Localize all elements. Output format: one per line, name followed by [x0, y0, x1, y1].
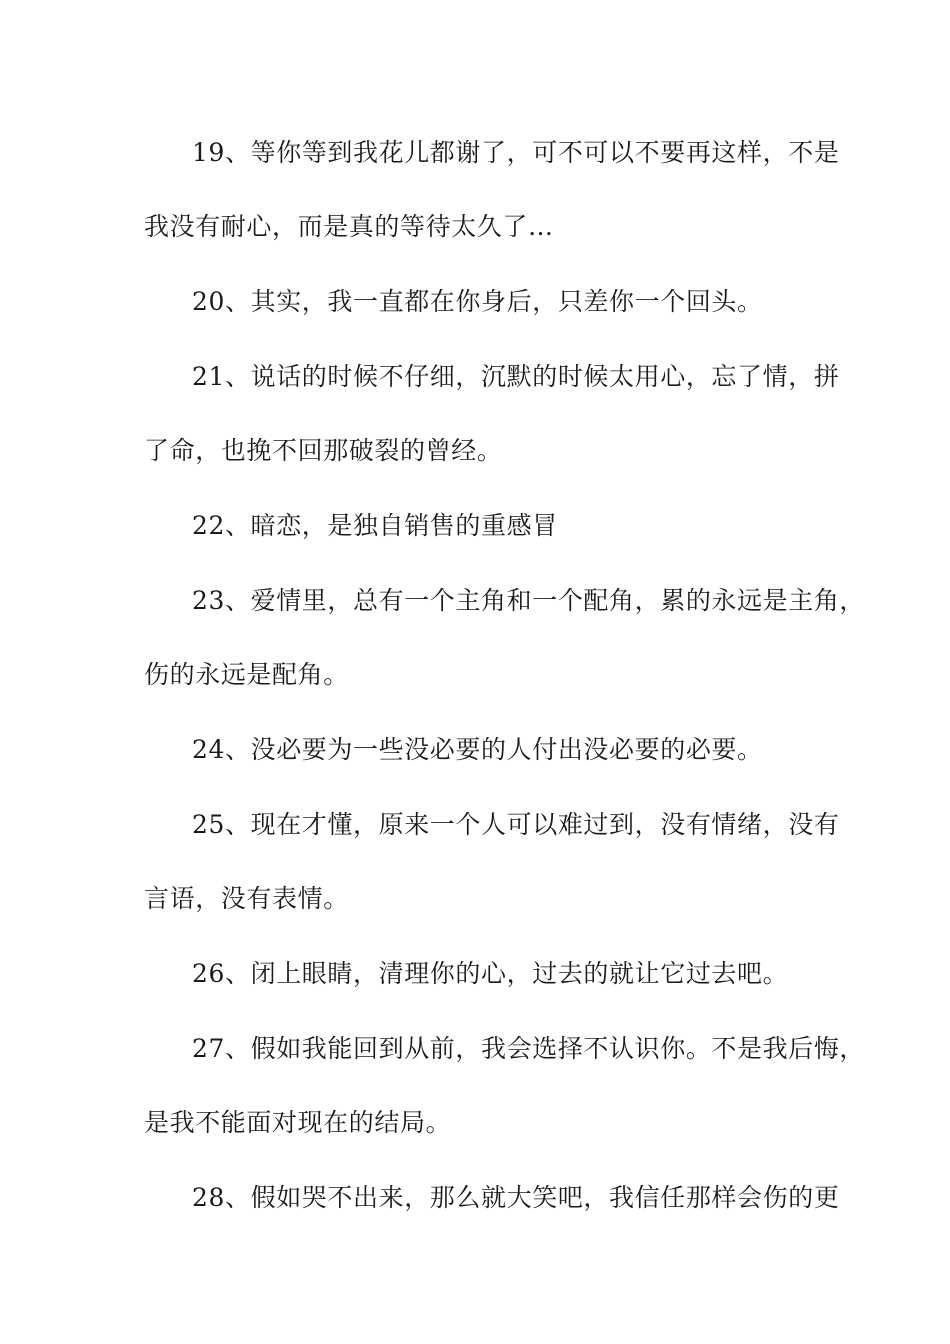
quote-26: 26、闭上眼睛，清理你的心，过去的就让它过去吧。	[192, 959, 789, 988]
quote-28-line-1: 28、假如哭不出来，那么就大笑吧，我信任那样会伤的更	[192, 1183, 840, 1212]
quote-27-line-2: 是我不能面对现在的结局。	[144, 1108, 452, 1137]
quote-25-line-2: 言语，没有表情。	[144, 884, 349, 913]
quote-21-line-1: 21、说话的时候不仔细，沉默的时候太用心，忘了情，拼	[192, 362, 840, 391]
quote-27-line-1: 27、假如我能回到从前，我会选择不认识你。不是我后悔，	[192, 1034, 866, 1063]
quote-24: 24、没必要为一些没必要的人付出没必要的必要。	[192, 735, 763, 764]
quote-19-line-1: 19、等你等到我花儿都谢了，可不可以不要再这样，不是	[192, 138, 840, 167]
quote-23-line-1: 23、爱情里，总有一个主角和一个配角，累的永远是主角，	[192, 586, 866, 615]
quote-23-line-2: 伤的永远是配角。	[144, 660, 349, 689]
quote-25-line-1: 25、现在才懂，原来一个人可以难过到，没有情绪，没有	[192, 810, 840, 839]
quote-20: 20、其实，我一直都在你身后，只差你一个回头。	[192, 287, 763, 316]
quote-21-line-2: 了命，也挽不回那破裂的曾经。	[144, 436, 503, 465]
quote-22: 22、暗恋，是独自销售的重感冒	[192, 511, 558, 540]
quote-19-line-2: 我没有耐心，而是真的等待太久了…	[144, 212, 554, 241]
